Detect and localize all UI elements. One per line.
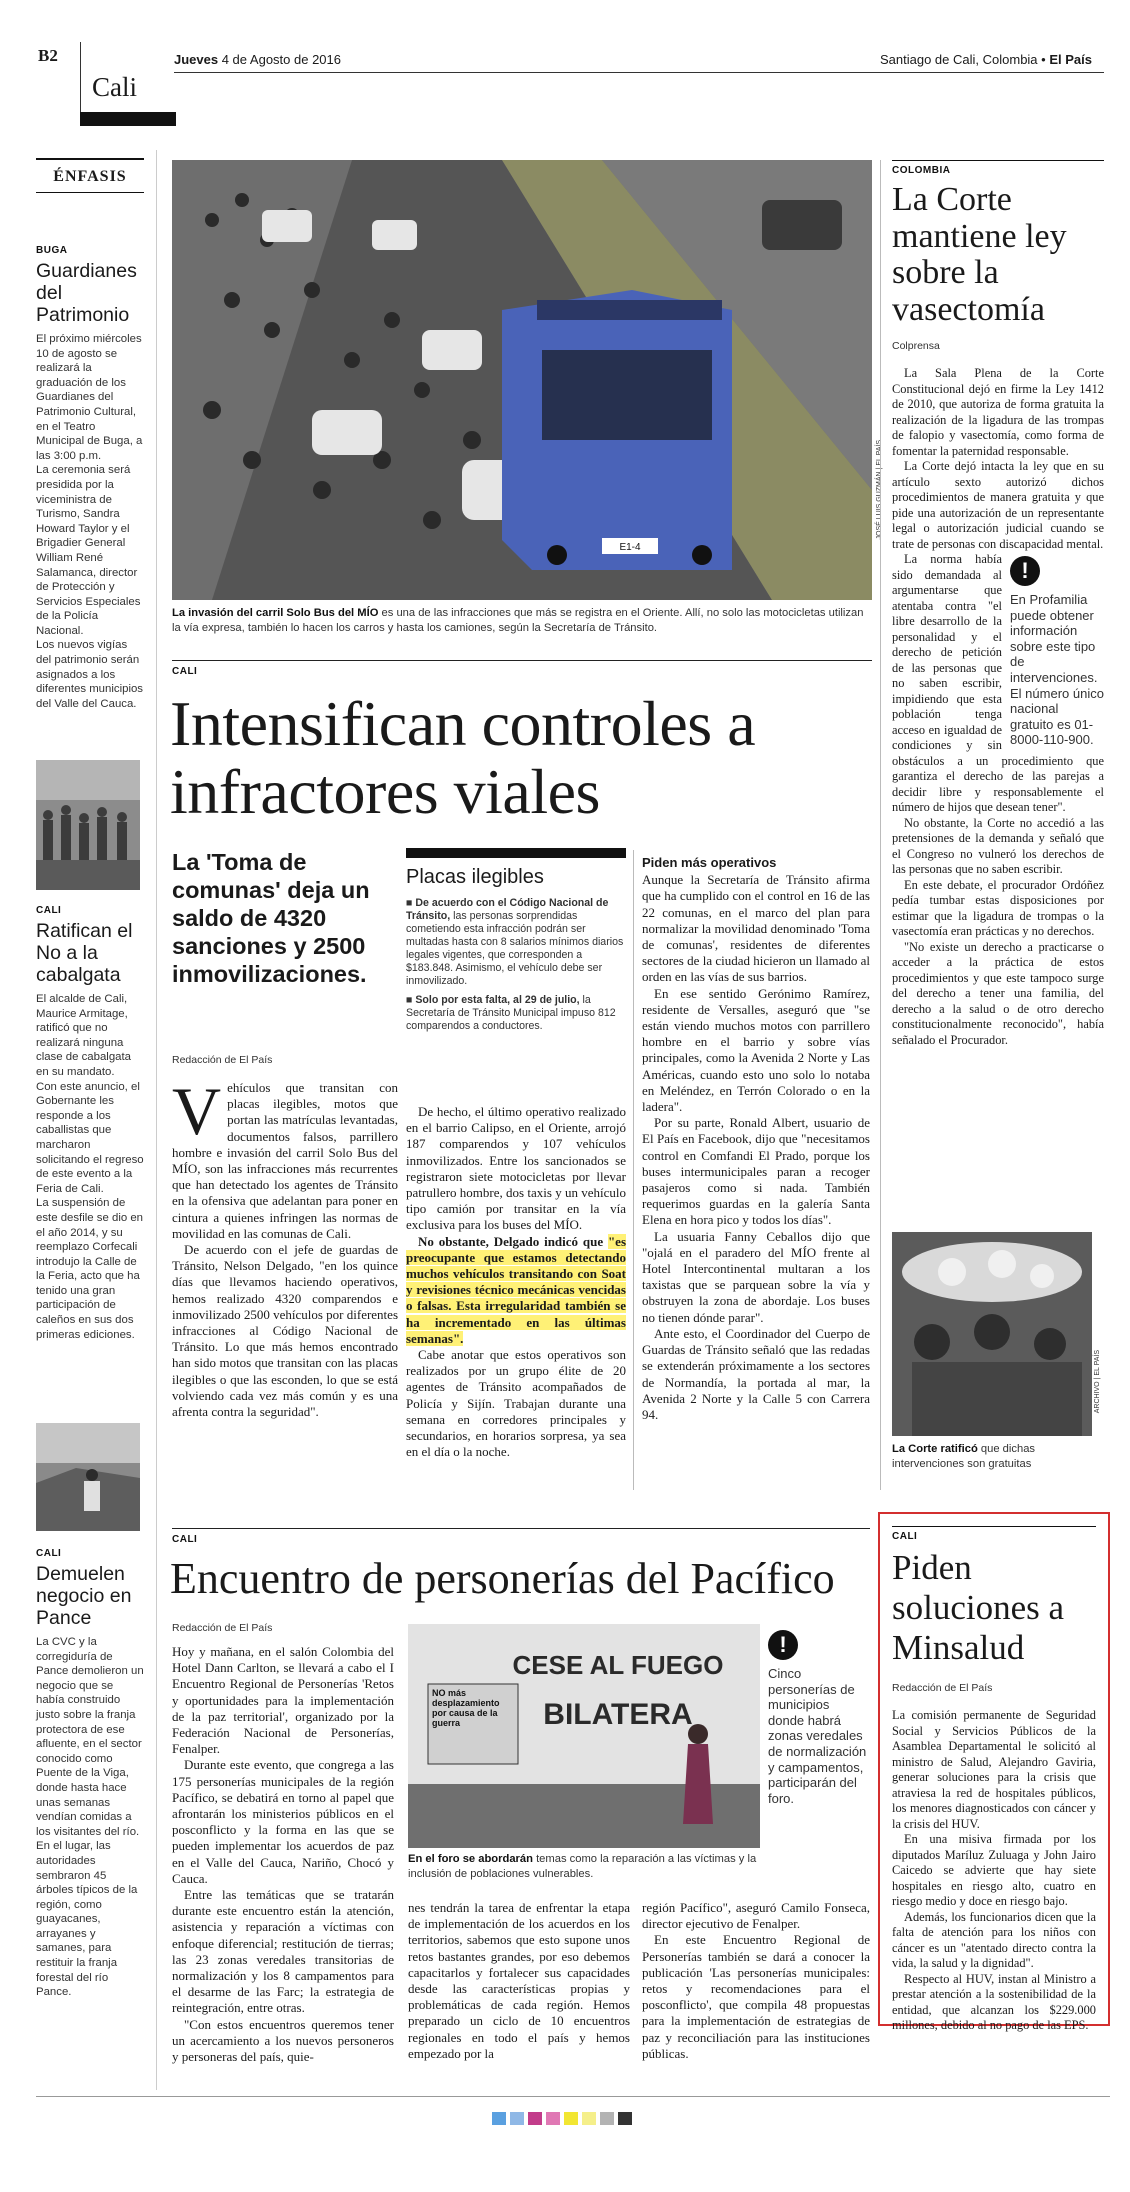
kicker: CALI (172, 666, 198, 677)
paragraph: La suspensión de este desfile se dio en el año 2014, y su reemplazo Corfecali introdujo la Calle de la Feria, acto que ha tenido una gran participación de caleños en sus dos primeras ediciones. (36, 1197, 144, 1341)
note-text: En Profamilia puede obtener información sobre este tipo de intervenciones. El número único nacional gratuito es 01-8000-110-900. (1010, 592, 1104, 748)
main-col1 (172, 1073, 399, 1420)
personerias-headline: Encuentro de personerías del Pacífico (170, 1554, 835, 1603)
paragraph: Cabe anotar que estos operativos son realizados por un grupo élite de 20 agentes de Tránsito acompañados de Policía y Sijín. Trabajan durante una semana en corredores principales y secundarios, en horarios sorpresa, ya sea en el día o la noche. (406, 1347, 626, 1460)
enfasis-item-buga (36, 245, 144, 711)
vasectomia-byline: Colprensa (892, 340, 940, 352)
drop-cap: V (172, 1073, 222, 1149)
box-item: ■ De acuerdo con el Código Nacional de Tránsito, las personas sorprendidas cometiendo esta infracción podrán ser multadas hasta con 8 salarios mínimos diarios legales vigentes, que corresponden a $183.848. Asimismo, el vehículo debe ser inmovilizado. (406, 897, 624, 987)
paragraph: En este debate, el procurador Ordóñez pedía tumbar estas disposiciones por estimar que la ligadura de trompas o la vasectomía eran prácticas y no derechos. (892, 877, 1104, 938)
paragraph: En ese sentido Gerónimo Ramírez, residente de Versalles, aseguró que "se están viendo muchos motos con parrillero hombre en el barrio y sobre vías principales, como la Avenida 2 Norte y Las Américas, cuando esto uno solo lo notaba en Meléndez, en Terrón Colorado o en la ladera". (642, 985, 870, 1115)
enfasis-item-cabalgata (36, 905, 144, 1342)
paragraph: El alcalde de Cali, Maurice Armitage, ratificó que no realizará ninguna clase de cabalgata en su mandato. (36, 993, 131, 1078)
header-location: Santiago de Cali, Colombia • El País (880, 52, 1092, 67)
surgery-credit: ARCHIVO | EL PAÍS (1094, 1350, 1101, 1414)
enfasis-label: ÉNFASIS (36, 158, 144, 193)
enfasis-item-pance (36, 1548, 144, 2000)
paragraph: La CVC y la corregiduría de Pance demolieron un negocio que se había construido justo sobre la franja protectora de ese afluente, en el sector conocido como Puente de la Viga, donde hasta hace unas semanas vendían comidas a los visitantes del río. En el lugar, las autoridades sembraron 45 árboles típicos de la región, como guayacanes, arrayanes y samanes, para restituir la franja forestal del río Pance. (36, 1636, 144, 1999)
paragraph: En una misiva firmada por los diputados Maríluz Zuluaga y John Jairo Caicedo se advierte que hay siete hospitales en riesgo alto, cuatro en riesgo medio y doce en riesgo bajo. (892, 1832, 1096, 1908)
section-name: Cali (92, 72, 137, 102)
box-title: Placas ilegibles (406, 866, 544, 888)
paragraph: Los nuevos vigías del patrimonio serán asignados a los diferentes municipios del Valle del Cauca. (36, 639, 143, 710)
main-subhead: La 'Toma de comunas' deja un saldo de 4320 sanciones y 2500 inmovilizaciones. (172, 849, 370, 987)
enfasis-title: Guardianes del Patrimonio (36, 260, 137, 326)
paragraph: nes tendrán la tarea de enfrentar la etapa de implementación de los acuerdos en los territorios, sabemos que esto supone unos retos bastantes grandes, por eso debemos capacitarlos y fortalecer sus capacidades desde las características propias y problemáticas de cada región. Hemos preparado un ciclo de 10 encuentros regionales en todo el país y hemos empezado por la (408, 1900, 630, 2061)
paragraph: No obstante, la Corte no accedió a las pretensiones de la demanda y señaló que el Congreso no vulneró los derechos de las personas que no saben escribir. (892, 815, 1104, 876)
exclamation-icon: ! (768, 1630, 798, 1660)
box-item: ■ Solo por esta falta, al 29 de julio, la Secretaría de Tránsito Municipal impuso 812 comparendos a conductores. (406, 994, 616, 1032)
wall-photo-caption: En el foro se abordarán temas como la reparación a las víctimas y la inclusión de poblaciones vulnerables. (408, 1853, 757, 1880)
traffic-photo (172, 160, 872, 600)
kicker: CALI (36, 1548, 62, 1559)
personerias-col1 (172, 1644, 394, 2065)
paragraph: En este Encuentro Regional de Personerías también se dará a conocer la publicación 'Las personerías municipales: retos y recomendaciones para el posconflicto', que compila 48 propuestas para la implementación de estrategias de paz y reconciliación para las instituciones públicas. (642, 1932, 870, 2061)
paragraph: Ante esto, el Coordinador del Cuerpo de Guardas de Tránsito señaló que las redadas se extenderán próximamente a los sectores de Normandía, la portada al mar, la Avenida 2 Norte y la Calle 5 con Carrera 94. (642, 1325, 870, 1422)
minsalud-byline: Redacción de El País (892, 1682, 993, 1694)
minsalud-article (878, 1512, 1110, 2032)
bus-number: E1-4 (619, 542, 641, 553)
paragraph: No obstante, Delgado indicó que "es preocupante que estamos detectando muchos vehículos transitando con Soat y revisiones técnico mecánicas vencidas o falsas. Esta irregularidad también se ha incrementado en las últimas semanas". (406, 1233, 626, 1346)
paragraph: De hecho, el último operativo realizado en el barrio Calipso, en el Oriente, arrojó 187 comparendos y 107 vehículos inmovilizados. Entre los sancionados se registraron siete motocicletas por llevar patrullero hombre, dos taxis y un vehículo tipo camión por transitar en la vía exclusiva para los buses del MÍO. (406, 1104, 626, 1233)
paragraph: La comisión permanente de Seguridad Social y Servicios Públicos de la Asamblea Departamental le solicitó al ministro de Salud, Alejandro Gaviria, generar soluciones para la crisis que atraviesa la red de hospitales públicos, los menores diagnosticados con cáncer y la crisis del HUV. (892, 1708, 1096, 1831)
paragraph: Aunque la Secretaría de Tránsito afirma que ha cumplido con el control en 16 de las 22 comunas, en el marco del plan para normalizar la movilidad denominado 'Toma de comunas', residentes de diferentes sectores de la ciudad hicieron un llamado al orden en las vías de sus barrios. (642, 872, 870, 985)
paragraph: Con este anuncio, el Gobernante les responde a los caballistas que marcharon solicitando el regreso de este evento a la Feria de Cali. (36, 1080, 144, 1195)
vasectomia-note (1010, 556, 1104, 748)
wall-text-2: BILATERA (543, 1698, 693, 1731)
kicker: CALI (892, 1526, 1096, 1542)
paragraph: De acuerdo con el jefe de guardas de Tránsito, Nelson Delgado, "en los quince días que llevamos haciendo operativos, hemos realizado 4320 comparendos e inmovilizado 2500 vehículos por diferentes infracciones al Código Nacional de Tránsito. Lo que más hemos encontrado han sido motos que transitan con las placas ilegibles o que las esconden, lo que se está volviendo cada vez más común y es una afrenta contra la seguridad". (172, 1242, 399, 1420)
enfasis-title: Demuelen negocio en Pance (36, 1563, 132, 1629)
personerias-note (768, 1630, 868, 1806)
vasectomia-article (892, 160, 1104, 1048)
paragraph: Hoy y mañana, en el salón Colombia del Hotel Dann Carlton, se llevará a cabo el I Encuentro Regional de Personerías 'Retos y oportunidades para la implementación de la paz territorial', organizado por la Federación Nacional de Personerías, Fenalper. (172, 1644, 394, 1757)
paragraph: La ceremonia será presidida por la viceministra de Turismo, Sandra Howard Taylor y el Brigadier General William René Salamanca, director de Protección y Servicios Especiales de la Policía Nacional. (36, 464, 141, 637)
surgery-photo (892, 1232, 1092, 1436)
personerias-col2 (408, 1900, 630, 2062)
personerias-col3 (642, 1900, 870, 2062)
paragraph: Respecto al HUV, instan al Ministro a prestar atención a la sostenibilidad de la entidad, que alcanzan los $229.000 millones, debido al no pago de las EPS. (892, 1971, 1096, 2032)
paragraph: "Con estos encuentros queremos tener un acercamiento a los nuevos personeros y personeras del país, quie- (172, 2016, 394, 2065)
paragraph: La Corte dejó intacta la ley que en su artículo sexto autorizó dichos procedimientos de manera gratuita y que pide una autorización de un representante legal o autorización judicial cuando se trate de personas con discapacidad mental. (892, 459, 1104, 551)
kicker: COLOMBIA (892, 160, 1104, 176)
paragraph: Entre las temáticas que se tratarán durante este encuentro están la atención, asistencia y reparación a víctimas con enfoque diferencial; restitución de tierras; las 23 zonas veredales transitorias de normalización y los 8 campamentos para el desarme de las Farc; la estrategia de reintegración, entre otras. (172, 1887, 394, 2016)
kicker: CALI (36, 905, 62, 916)
enfasis-column (36, 158, 144, 711)
paragraph: La usuaria Fanny Ceballos dijo que "ojalá en el paradero del MÍO frente al Hotel Intercontinental multaran a los taxistas que se parquean sobre la vía y obstruyen la zona de abordaje. Los buses no tienen dónde parar". (642, 1228, 870, 1325)
enfasis-title: Ratifican el No a la cabalgata (36, 920, 133, 986)
page-code: B2 (38, 46, 58, 65)
col3-subhead: Piden más operativos (642, 855, 777, 870)
note-text: Cinco personerías de municipios donde habrá zonas veredales de normalización y campamentos, participarán del foro. (768, 1666, 867, 1806)
wall-text-1: CESE AL FUEGO (512, 1650, 724, 1680)
vasectomia-headline: La Corte mantiene ley sobre la vasectomía (892, 181, 1067, 328)
exclamation-icon: ! (1010, 556, 1040, 586)
paragraph: "No existe un derecho a practicarse o acceder a la práctica de estos procedimientos y que este tampoco surge del derecho a tener una familia, del derecho a la salud o de otro derecho constitucionalmente reconocido", había señalado el Procurador. (892, 939, 1104, 1047)
graffiti-text: NO más desplazamiento por causa de la guerra (432, 1688, 500, 1728)
main-col2 (406, 1104, 626, 1460)
paragraph: región Pacífico", aseguró Camilo Fonseca, director ejecutivo de Fenalper. (642, 1900, 870, 1932)
demolition-photo (36, 1423, 140, 1531)
paragraph: Por su parte, Ronald Albert, usuario de El País en Facebook, dijo que "necesitamos control en Comfandi El Prado, porque los buses intermunicipales paran a recoger pasajeros como si nada. También requerimos guardas en la galería Santa Elena en hora pico y todos los días". (642, 1115, 870, 1228)
surgery-caption: La Corte ratificó que dichas intervenciones son gratuitas (892, 1443, 1036, 1470)
kicker: CALI (172, 1534, 198, 1545)
main-byline: Redacción de El País (172, 1054, 273, 1066)
main-col3 (642, 855, 870, 1423)
paragraph: La norma había sido demandada al argumentarse que atentaba contra "el libre desarrollo de la personalidad y el derecho de petición de las personas que no saben escribir, impidiendo que esta población tenga acceso en igualdad de condiciones y sin obstáculos a un procedimiento que garantiza el derecho de las parejas a decidir libre y responsablemente el número de hijos que desean tener". (892, 552, 1104, 814)
paragraph: Además, los funcionarios dicen que la falta de atención para los niños con cáncer es un "atentado directo contra la vida, la salud y la dignidad". (892, 1909, 1096, 1970)
wall-photo (408, 1624, 760, 1848)
paragraph: La Sala Plena de la Corte Constitucional dejó en firme la Ley 1412 de 2010, que autoriza de forma gratuita la realización de la ligadura de las trompas de falopio y vasectomía, como forma de fomentar la paternidad responsable. (892, 366, 1104, 458)
main-headline: Intensifican controles a infractores viales (170, 688, 756, 827)
traffic-photo-caption: La invasión del carril Solo Bus del MÍO es una de las infracciones que más se registra en el Oriente. Allí, no solo las motocicletas utilizan la vía expresa, también lo hacen los carros y hasta los camiones, según la Secretaría de Tránsito. (172, 607, 864, 634)
box-bar (406, 848, 626, 858)
paragraph: El próximo miércoles 10 de agosto se realizará la graduación de los Guardianes del Patrimonio Cultural, en el Teatro Municipal de Buga, a las 3:00 p.m. (36, 333, 143, 462)
kicker: BUGA (36, 245, 68, 256)
placas-box (406, 848, 626, 1033)
section-bar (80, 112, 176, 126)
minsalud-headline: Piden soluciones a Minsalud (892, 1548, 1065, 1667)
personerias-byline: Redacción de El País (172, 1622, 273, 1634)
header-date: Jueves 4 de Agosto de 2016 (174, 52, 341, 67)
crowd-photo (36, 760, 140, 890)
paragraph: ehículos que transitan con placas ilegibles, motos que portan las matrículas levantadas, documentos falsos, parrillero hombre e invasión del carril Solo Bus del MÍO, son las infracciones más recurrentes que han detectado los agentes de Tránsito en la ofensiva que adelantan para poner en cintura a quienes infringen las normas de movilidad en las comunas de Cali. (172, 1080, 398, 1241)
paragraph: Durante este evento, que congrega a las 175 personerías municipales de la región Pacífico, se debatirá en torno al papel que afrontarán los ministerios públicos en el posconflicto y la forma en las que se pueden implementar los acuerdos de paz en el Valle del Cauca, Nariño, Chocó y Cauca. (172, 1757, 394, 1886)
